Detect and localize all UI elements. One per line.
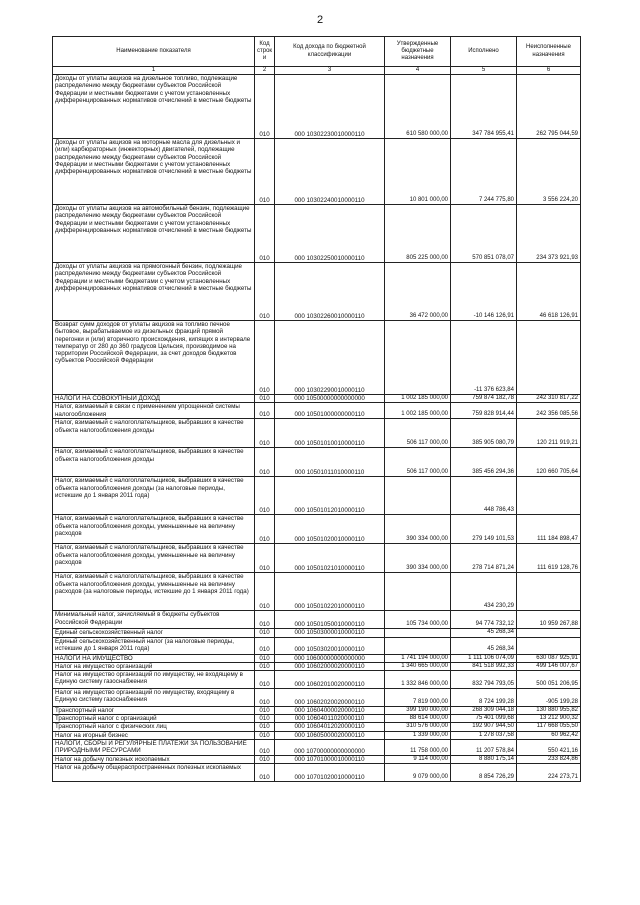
column-number: 1 [53, 67, 255, 75]
row-code: 010 [255, 739, 275, 755]
row-name: Налог, взимаемый с налогоплательщиков, выбравших в качестве объекта налогообложения доходы, уменьшенные на величину расходов [53, 515, 255, 544]
row-unexecuted [517, 637, 581, 654]
row-approved: 390 334 000,00 [385, 515, 451, 544]
row-code: 010 [255, 75, 275, 139]
budget-report-table [52, 36, 581, 782]
row-code: 010 [255, 755, 275, 763]
row-executed: 75 401 099,68 [451, 715, 517, 723]
row-approved: 805 225 000,00 [385, 205, 451, 263]
row-kbk: 000 10501022010000110 [275, 573, 385, 611]
row-name: НАЛОГИ, СБОРЫ И РЕГУЛЯРНЫЕ ПЛАТЕЖИ ЗА ПОЛЬЗОВАНИЕ ПРИРОДНЫМИ РЕСУРСАМИ [53, 739, 255, 755]
table-row [53, 263, 581, 321]
row-kbk: 000 10501011010000110 [275, 448, 385, 477]
row-approved: 88 614 000,00 [385, 715, 451, 723]
row-code: 010 [255, 395, 275, 403]
table-row [53, 755, 581, 763]
row-executed: 385 905 080,79 [451, 419, 517, 448]
row-executed: -11 376 623,84 [451, 321, 517, 395]
table-row [53, 477, 581, 515]
row-code: 010 [255, 715, 275, 723]
header-executed: Исполнено [451, 37, 517, 67]
column-numbers-row [53, 67, 581, 75]
row-kbk: 000 10701020010000110 [275, 764, 385, 782]
row-approved [385, 629, 451, 637]
row-approved: 399 190 000,00 [385, 707, 451, 715]
row-kbk: 000 10503020010000110 [275, 637, 385, 654]
row-kbk: 000 10500000000000000 [275, 395, 385, 403]
table-row [53, 707, 581, 715]
row-code: 010 [255, 477, 275, 515]
row-executed: 1 111 106 074,09 [451, 654, 517, 662]
row-approved: 1 741 194 000,00 [385, 654, 451, 662]
row-approved: 7 819 000,00 [385, 689, 451, 707]
column-number: 6 [517, 67, 581, 75]
row-approved: 1 340 665 000,00 [385, 662, 451, 670]
row-name: Транспортный налог с организаций [53, 715, 255, 723]
row-code: 010 [255, 544, 275, 573]
column-number: 5 [451, 67, 517, 75]
row-unexecuted: 46 618 126,91 [517, 263, 581, 321]
row-approved: 105 734 000,00 [385, 611, 451, 629]
table-row [53, 544, 581, 573]
row-unexecuted: 111 184 898,47 [517, 515, 581, 544]
row-kbk: 000 10605000020000110 [275, 731, 385, 739]
row-name: Единый сельскохозяйственный налог (за налоговые периоды, истекшие до 1 января 2011 года) [53, 637, 255, 654]
row-unexecuted: 242 356 085,56 [517, 403, 581, 419]
row-name: Транспортный налог [53, 707, 255, 715]
row-executed: 347 784 955,41 [451, 75, 517, 139]
table-row [53, 611, 581, 629]
row-executed: 45 268,34 [451, 637, 517, 654]
row-name: Доходы от уплаты акцизов на дизельное топливо, подлежащие распределению между бюджетами субъектов Российской Федерации и местными бюджетами с учетом установленных дифференцированных нормативов отчислений в местные бюджеты [53, 75, 255, 139]
row-name: Налог, взимаемый с налогоплательщиков, выбравших в качестве объекта налогообложения доходы, уменьшенные на величину расходов (за налоговые периоды, истекшие до 1 января 2011 года) [53, 573, 255, 611]
table-row [53, 515, 581, 544]
table-row [53, 573, 581, 611]
row-unexecuted: 224 273,71 [517, 764, 581, 782]
row-code: 010 [255, 573, 275, 611]
row-unexecuted: 262 795 044,59 [517, 75, 581, 139]
row-name: Налог, взимаемый с налогоплательщиков, выбравших в качестве объекта налогообложения доходы [53, 448, 255, 477]
row-kbk: 000 10302290010000110 [275, 321, 385, 395]
row-name: Налог на добычу общераспространенных полезных ископаемых [53, 764, 255, 782]
row-executed: 192 907 944,50 [451, 723, 517, 731]
row-executed: 268 309 044,18 [451, 707, 517, 715]
table-row [53, 739, 581, 755]
row-executed: 832 794 793,05 [451, 671, 517, 689]
row-kbk: 000 10701000010000110 [275, 755, 385, 763]
row-unexecuted: 499 146 007,67 [517, 662, 581, 670]
table-row [53, 321, 581, 395]
row-name: Доходы от уплаты акцизов на моторные масла для дизельных и (или) карбюраторных (инжекторных) двигателей, подлежащие распределению между бюджетами субъектов Российской Федерации и местными бюджетами с учетом установленных дифференцированных нормативов отчислений в местные бюджеты [53, 139, 255, 205]
row-name: Налог, взимаемый с налогоплательщиков, выбравших в качестве объекта налогообложения доходы [53, 419, 255, 448]
table-row [53, 764, 581, 782]
row-executed: 8 854 726,29 [451, 764, 517, 782]
row-approved [385, 477, 451, 515]
row-unexecuted [517, 573, 581, 611]
row-unexecuted: 60 962,42 [517, 731, 581, 739]
row-name: Налог, взимаемый с налогоплательщиков, выбравших в качестве объекта налогообложения доходы (за налоговые периоды, истекшие до 1 января 2011 года) [53, 477, 255, 515]
table-row [53, 637, 581, 654]
table-row [53, 723, 581, 731]
row-unexecuted: 120 211 919,21 [517, 419, 581, 448]
row-executed: 8 724 199,28 [451, 689, 517, 707]
row-executed: 8 880 175,14 [451, 755, 517, 763]
row-approved: 610 580 000,00 [385, 75, 451, 139]
row-kbk: 000 10302260010000110 [275, 263, 385, 321]
table-row [53, 731, 581, 739]
row-code: 010 [255, 515, 275, 544]
table-row [53, 75, 581, 139]
header-row [53, 37, 581, 67]
table-row [53, 448, 581, 477]
column-number: 2 [255, 67, 275, 75]
table-row [53, 419, 581, 448]
row-name: Минимальный налог, зачисляемый в бюджеты субъектов Российской Федерации [53, 611, 255, 629]
row-name: Транспортный налог с физических лиц [53, 723, 255, 731]
row-unexecuted: 242 310 817,22 [517, 395, 581, 403]
row-unexecuted: 117 668 055,50 [517, 723, 581, 731]
row-executed: 11 207 578,84 [451, 739, 517, 755]
row-unexecuted [517, 321, 581, 395]
row-unexecuted: 10 959 267,88 [517, 611, 581, 629]
row-code: 010 [255, 205, 275, 263]
row-code: 010 [255, 403, 275, 419]
row-kbk: 000 10604000020000110 [275, 707, 385, 715]
row-unexecuted: 120 660 705,64 [517, 448, 581, 477]
row-executed: 385 456 294,36 [451, 448, 517, 477]
row-kbk: 000 10600000000000000 [275, 654, 385, 662]
header-name: Наименование показателя [53, 37, 255, 67]
row-unexecuted: 130 880 955,82 [517, 707, 581, 715]
row-executed: 434 230,29 [451, 573, 517, 611]
row-approved: 9 079 000,00 [385, 764, 451, 782]
row-name: Налог на имущество организаций по имуществу, входящему в Единую систему газоснабжения [53, 689, 255, 707]
row-kbk: 000 10501012010000110 [275, 477, 385, 515]
row-approved: 310 576 000,00 [385, 723, 451, 731]
page-number: 2 [316, 14, 324, 26]
report-body [53, 75, 581, 782]
row-kbk: 000 10602020020000110 [275, 689, 385, 707]
row-approved: 10 801 000,00 [385, 139, 451, 205]
row-name: Налог на добычу полезных ископаемых [53, 755, 255, 763]
row-name: Единый сельскохозяйственный налог [53, 629, 255, 637]
row-kbk: 000 10503000010000110 [275, 629, 385, 637]
row-approved: 11 758 000,00 [385, 739, 451, 755]
row-approved [385, 321, 451, 395]
row-executed: 570 851 078,07 [451, 205, 517, 263]
row-code: 010 [255, 321, 275, 395]
column-number: 4 [385, 67, 451, 75]
row-approved [385, 573, 451, 611]
row-executed: 94 774 732,12 [451, 611, 517, 629]
row-name: Налог, взимаемый в связи с применением упрощенной системы налогообложения [53, 403, 255, 419]
row-code: 010 [255, 448, 275, 477]
row-code: 010 [255, 671, 275, 689]
row-kbk: 000 10501020010000110 [275, 515, 385, 544]
row-unexecuted: 13 212 900,32 [517, 715, 581, 723]
row-unexecuted: 234 373 921,93 [517, 205, 581, 263]
row-executed: 759 874 182,78 [451, 395, 517, 403]
row-kbk: 000 10700000000000000 [275, 739, 385, 755]
table-row [53, 715, 581, 723]
row-code: 010 [255, 723, 275, 731]
table-row [53, 403, 581, 419]
row-code: 010 [255, 707, 275, 715]
row-code: 010 [255, 689, 275, 707]
row-unexecuted: 630 087 925,91 [517, 654, 581, 662]
column-number: 3 [275, 67, 385, 75]
row-name: Возврат сумм доходов от уплаты акцизов на топливо печное бытовое, вырабатываемое из дизельных фракций прямой перегонки и (или) вторичного происхождения, кипящих в интервале температур от 280 до 360 градусов Цельсия, производимое на территории Российской Федерации, за счет доходов бюджетов субъектов Российской Федерации [53, 321, 255, 395]
row-executed: 759 828 914,44 [451, 403, 517, 419]
row-unexecuted: 3 556 224,20 [517, 139, 581, 205]
row-executed: 279 149 101,53 [451, 515, 517, 544]
row-unexecuted [517, 477, 581, 515]
table-row [53, 629, 581, 637]
row-unexecuted: -905 199,28 [517, 689, 581, 707]
row-code: 010 [255, 662, 275, 670]
row-approved: 36 472 000,00 [385, 263, 451, 321]
row-kbk: 000 10604012020000110 [275, 723, 385, 731]
row-approved: 506 117 000,00 [385, 419, 451, 448]
header-code: Код строк и [255, 37, 275, 67]
header-kbk: Код дохода по бюджетной классификации [275, 37, 385, 67]
row-kbk: 000 10302230010000110 [275, 75, 385, 139]
table-row [53, 662, 581, 670]
row-unexecuted: 233 824,86 [517, 755, 581, 763]
row-kbk: 000 10602010020000110 [275, 671, 385, 689]
row-kbk: 000 10302250010000110 [275, 205, 385, 263]
row-executed: 1 278 037,58 [451, 731, 517, 739]
row-code: 010 [255, 637, 275, 654]
row-kbk: 000 10501021010000110 [275, 544, 385, 573]
header-unexecuted: Неисполненные назначения [517, 37, 581, 67]
row-executed: 278 714 871,24 [451, 544, 517, 573]
row-name: Налог на игорный бизнес [53, 731, 255, 739]
row-approved: 1 339 000,00 [385, 731, 451, 739]
table-row [53, 654, 581, 662]
row-executed: 45 268,34 [451, 629, 517, 637]
row-code: 010 [255, 611, 275, 629]
table-row [53, 395, 581, 403]
row-approved: 1 002 185 000,00 [385, 395, 451, 403]
table-row [53, 689, 581, 707]
row-name: Налог, взимаемый с налогоплательщиков, выбравших в качестве объекта налогообложения доходы, уменьшенные на величину расходов [53, 544, 255, 573]
row-unexecuted: 500 051 206,95 [517, 671, 581, 689]
header-approved: Утвержденные бюджетные назначения [385, 37, 451, 67]
row-name: Налог на имущество организаций по имуществу, не входящему в Единую систему газоснабжения [53, 671, 255, 689]
row-executed: 841 518 992,33 [451, 662, 517, 670]
row-executed: 7 244 775,80 [451, 139, 517, 205]
row-code: 010 [255, 764, 275, 782]
row-name: Доходы от уплаты акцизов на автомобильный бензин, подлежащие распределению между бюджетами субъектов Российской Федерации и местными бюджетами с учетом установленных дифференцированных нормативов отчислений в местные бюджеты [53, 205, 255, 263]
row-executed: 448 786,43 [451, 477, 517, 515]
table-row [53, 671, 581, 689]
row-code: 010 [255, 654, 275, 662]
row-unexecuted: 111 619 128,76 [517, 544, 581, 573]
row-approved: 9 114 000,00 [385, 755, 451, 763]
row-code: 010 [255, 629, 275, 637]
row-name: НАЛОГИ НА СОВОКУПНЫЙ ДОХОД [53, 395, 255, 403]
row-executed: -10 146 126,91 [451, 263, 517, 321]
row-kbk: 000 10501050010000110 [275, 611, 385, 629]
row-unexecuted: 550 421,16 [517, 739, 581, 755]
row-kbk: 000 10302240010000110 [275, 139, 385, 205]
row-approved: 506 117 000,00 [385, 448, 451, 477]
row-approved: 390 334 000,00 [385, 544, 451, 573]
row-kbk: 000 10602000020000110 [275, 662, 385, 670]
row-name: Налог на имущество организаций [53, 662, 255, 670]
row-code: 010 [255, 263, 275, 321]
row-approved: 1 002 185 000,00 [385, 403, 451, 419]
row-kbk: 000 10501010010000110 [275, 419, 385, 448]
table-row [53, 139, 581, 205]
row-code: 010 [255, 139, 275, 205]
row-approved: 1 332 846 000,00 [385, 671, 451, 689]
row-kbk: 000 10604011020000110 [275, 715, 385, 723]
row-approved [385, 637, 451, 654]
row-code: 010 [255, 419, 275, 448]
row-name: НАЛОГИ НА ИМУЩЕСТВО [53, 654, 255, 662]
row-name: Доходы от уплаты акцизов на прямогонный бензин, подлежащие распределению между бюджетами субъектов Российской Федерации и местными бюджетами с учетом установленных дифференцированных нормативов отчислений в местные бюджеты [53, 263, 255, 321]
table-row [53, 205, 581, 263]
row-unexecuted [517, 629, 581, 637]
row-code: 010 [255, 731, 275, 739]
row-kbk: 000 10501000000000110 [275, 403, 385, 419]
